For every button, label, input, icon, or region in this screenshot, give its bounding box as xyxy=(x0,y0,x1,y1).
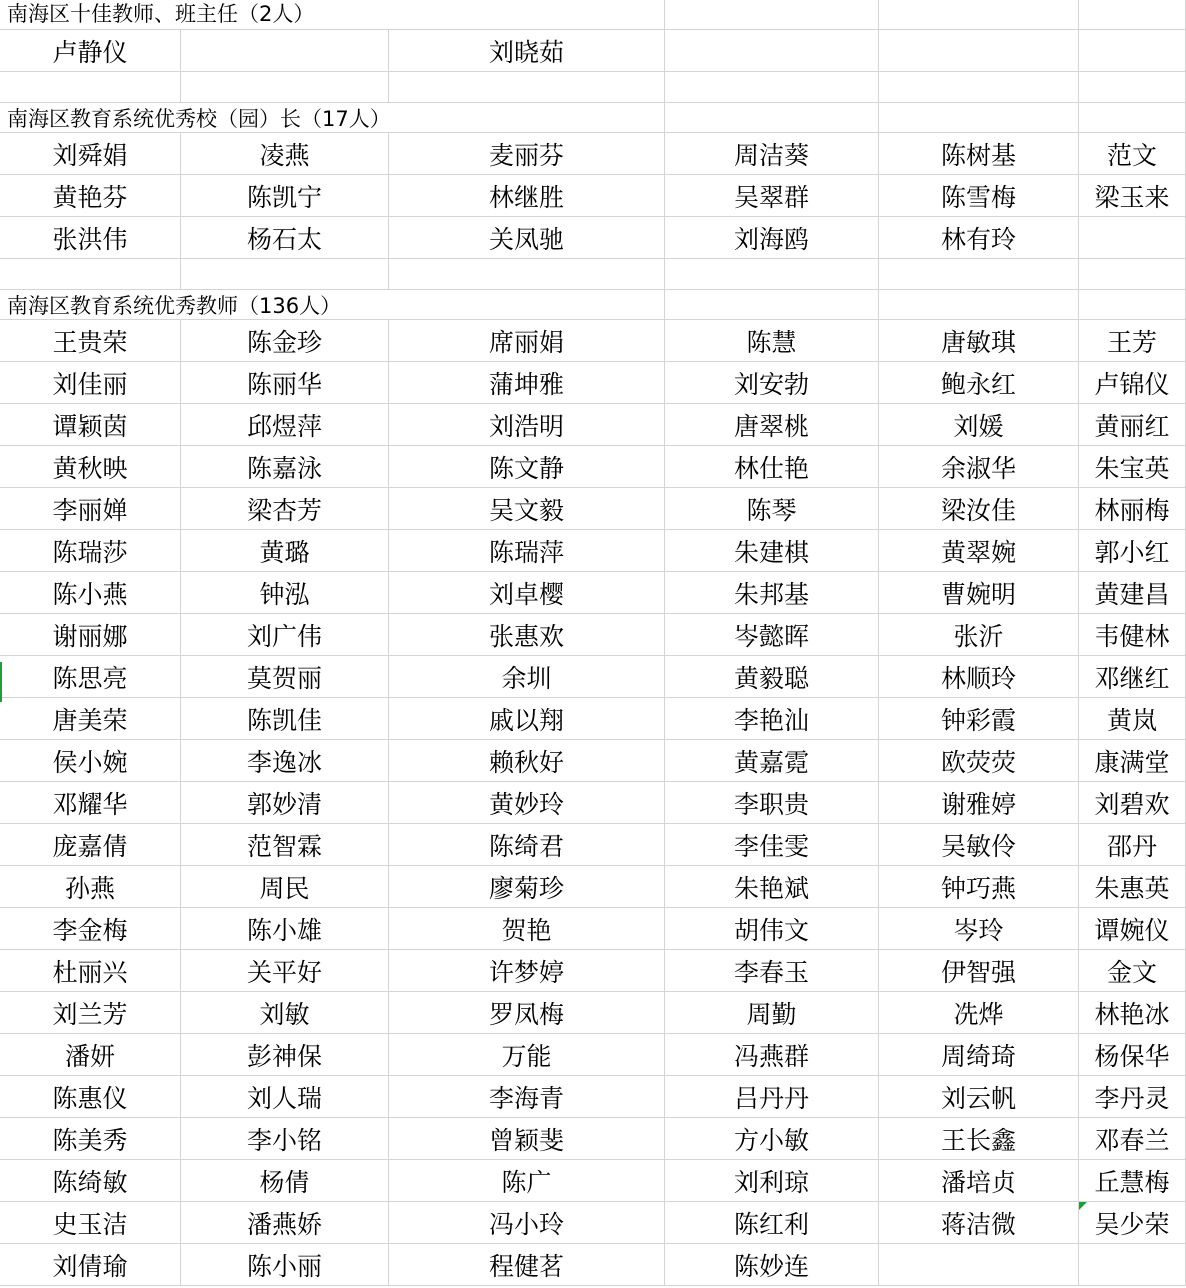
name-cell[interactable]: 陈绮君 xyxy=(389,824,665,866)
name-row[interactable] xyxy=(0,866,1186,908)
empty-cell[interactable] xyxy=(665,0,879,30)
name-cell[interactable]: 刘安勃 xyxy=(665,362,879,404)
name-cell[interactable] xyxy=(1079,30,1186,72)
name-cell[interactable]: 陈文静 xyxy=(389,446,665,488)
name-cell[interactable]: 唐美荣 xyxy=(0,698,181,740)
blank-row[interactable] xyxy=(0,72,1186,103)
name-cell[interactable]: 杨保华 xyxy=(1079,1034,1186,1076)
name-cell[interactable]: 李金梅 xyxy=(0,908,181,950)
name-cell[interactable]: 邱煜萍 xyxy=(181,404,389,446)
name-cell[interactable]: 刘舜娟 xyxy=(0,133,181,175)
name-cell[interactable]: 刘晓茹 xyxy=(389,30,665,72)
name-cell[interactable]: 王芳 xyxy=(1079,320,1186,362)
name-cell[interactable]: 曾颖斐 xyxy=(389,1118,665,1160)
name-cell[interactable]: 欧荧荧 xyxy=(879,740,1079,782)
name-cell[interactable]: 谭婉仪 xyxy=(1079,908,1186,950)
name-cell[interactable]: 陈丽华 xyxy=(181,362,389,404)
name-row[interactable] xyxy=(0,782,1186,824)
name-cell[interactable] xyxy=(1079,217,1186,259)
name-cell[interactable]: 陈瑞莎 xyxy=(0,530,181,572)
name-cell[interactable]: 吴少荣 xyxy=(1079,1202,1186,1244)
name-cell[interactable]: 罗凤梅 xyxy=(389,992,665,1034)
name-cell[interactable]: 陈广 xyxy=(389,1160,665,1202)
name-cell[interactable]: 庞嘉倩 xyxy=(0,824,181,866)
name-cell[interactable]: 张沂 xyxy=(879,614,1079,656)
name-cell[interactable]: 陈红利 xyxy=(665,1202,879,1244)
name-cell[interactable]: 李小铭 xyxy=(181,1118,389,1160)
name-cell[interactable]: 陈小燕 xyxy=(0,572,181,614)
name-cell[interactable]: 侯小婉 xyxy=(0,740,181,782)
name-cell[interactable]: 黄妙玲 xyxy=(389,782,665,824)
name-cell[interactable]: 金文 xyxy=(1079,950,1186,992)
name-cell[interactable]: 陈妙连 xyxy=(665,1244,879,1286)
blank-row[interactable] xyxy=(0,259,1186,290)
name-cell[interactable]: 邓耀华 xyxy=(0,782,181,824)
empty-cell[interactable] xyxy=(879,290,1079,320)
name-cell[interactable]: 李春玉 xyxy=(665,950,879,992)
empty-cell[interactable] xyxy=(879,259,1079,290)
name-cell[interactable]: 邵丹 xyxy=(1079,824,1186,866)
name-cell[interactable]: 刘兰芳 xyxy=(0,992,181,1034)
name-row[interactable] xyxy=(0,1118,1186,1160)
name-cell[interactable]: 周勤 xyxy=(665,992,879,1034)
row-indicator xyxy=(0,662,2,702)
name-cell[interactable]: 林继胜 xyxy=(389,175,665,217)
name-cell[interactable]: 伊智强 xyxy=(879,950,1079,992)
empty-cell[interactable] xyxy=(879,72,1079,103)
name-cell[interactable] xyxy=(1079,1244,1186,1286)
name-cell[interactable]: 刘敏 xyxy=(181,992,389,1034)
name-cell[interactable]: 黄岚 xyxy=(1079,698,1186,740)
name-row[interactable] xyxy=(0,572,1186,614)
empty-cell[interactable] xyxy=(0,72,181,103)
name-cell[interactable]: 韦健林 xyxy=(1079,614,1186,656)
name-cell[interactable]: 杨倩 xyxy=(181,1160,389,1202)
name-cell[interactable]: 刘浩明 xyxy=(389,404,665,446)
name-cell[interactable]: 王长鑫 xyxy=(879,1118,1079,1160)
name-cell[interactable]: 关凤驰 xyxy=(389,217,665,259)
name-row[interactable] xyxy=(0,488,1186,530)
section-title[interactable]: 南海区教育系统优秀教师（136人） xyxy=(0,290,665,320)
name-cell[interactable]: 胡伟文 xyxy=(665,908,879,950)
name-cell[interactable]: 贺艳 xyxy=(389,908,665,950)
name-cell[interactable]: 李职贵 xyxy=(665,782,879,824)
name-cell[interactable]: 谭颖茵 xyxy=(0,404,181,446)
name-cell[interactable]: 丘慧梅 xyxy=(1079,1160,1186,1202)
name-cell[interactable]: 赖秋好 xyxy=(389,740,665,782)
name-cell[interactable]: 莫贺丽 xyxy=(181,656,389,698)
name-cell[interactable]: 朱宝英 xyxy=(1079,446,1186,488)
name-cell[interactable]: 凌燕 xyxy=(181,133,389,175)
section-header-row[interactable] xyxy=(0,290,1186,320)
name-cell[interactable]: 范文 xyxy=(1079,133,1186,175)
name-cell[interactable]: 刘广伟 xyxy=(181,614,389,656)
name-cell[interactable]: 李佳雯 xyxy=(665,824,879,866)
empty-cell[interactable] xyxy=(1079,0,1186,30)
name-cell[interactable]: 邓继红 xyxy=(1079,656,1186,698)
name-row[interactable] xyxy=(0,1202,1186,1244)
name-cell[interactable]: 史玉洁 xyxy=(0,1202,181,1244)
empty-cell[interactable] xyxy=(181,259,389,290)
name-row[interactable] xyxy=(0,530,1186,572)
name-cell[interactable]: 朱惠英 xyxy=(1079,866,1186,908)
name-cell[interactable]: 陈金珍 xyxy=(181,320,389,362)
name-cell[interactable] xyxy=(879,30,1079,72)
section-header-row[interactable] xyxy=(0,0,1186,30)
name-cell[interactable] xyxy=(879,1244,1079,1286)
name-cell[interactable]: 蒋洁微 xyxy=(879,1202,1079,1244)
name-cell[interactable]: 岑玲 xyxy=(879,908,1079,950)
name-cell[interactable]: 卢静仪 xyxy=(0,30,181,72)
name-cell[interactable]: 梁玉来 xyxy=(1079,175,1186,217)
comment-indicator-icon xyxy=(1079,1202,1087,1210)
name-cell[interactable]: 郭妙清 xyxy=(181,782,389,824)
name-cell[interactable]: 吕丹丹 xyxy=(665,1076,879,1118)
name-row[interactable] xyxy=(0,1160,1186,1202)
name-cell[interactable]: 关平好 xyxy=(181,950,389,992)
empty-cell[interactable] xyxy=(0,259,181,290)
name-cell[interactable]: 黄毅聪 xyxy=(665,656,879,698)
name-cell[interactable]: 陈绮敏 xyxy=(0,1160,181,1202)
name-cell[interactable]: 麦丽芬 xyxy=(389,133,665,175)
section-title[interactable]: 南海区教育系统优秀校（园）长（17人） xyxy=(0,103,665,133)
name-cell[interactable]: 陈小丽 xyxy=(181,1244,389,1286)
name-cell[interactable]: 唐敏琪 xyxy=(879,320,1079,362)
name-row[interactable] xyxy=(0,1034,1186,1076)
name-cell[interactable]: 陈凯佳 xyxy=(181,698,389,740)
name-cell[interactable]: 冯小玲 xyxy=(389,1202,665,1244)
name-cell[interactable]: 岑懿晖 xyxy=(665,614,879,656)
name-cell[interactable]: 钟泓 xyxy=(181,572,389,614)
name-cell[interactable]: 朱建棋 xyxy=(665,530,879,572)
name-cell[interactable]: 刘利琼 xyxy=(665,1160,879,1202)
name-cell[interactable]: 刘佳丽 xyxy=(0,362,181,404)
name-cell[interactable]: 余淑华 xyxy=(879,446,1079,488)
empty-cell[interactable] xyxy=(1079,103,1186,133)
name-cell[interactable]: 吴文毅 xyxy=(389,488,665,530)
name-cell[interactable]: 康满堂 xyxy=(1079,740,1186,782)
name-cell[interactable]: 陈小雄 xyxy=(181,908,389,950)
name-cell[interactable]: 黄嘉霓 xyxy=(665,740,879,782)
name-row[interactable] xyxy=(0,698,1186,740)
empty-cell[interactable] xyxy=(389,72,665,103)
name-cell[interactable]: 陈惠仪 xyxy=(0,1076,181,1118)
name-row[interactable] xyxy=(0,320,1186,362)
name-row[interactable] xyxy=(0,175,1186,217)
name-row[interactable] xyxy=(0,1076,1186,1118)
name-cell[interactable]: 陈慧 xyxy=(665,320,879,362)
name-cell[interactable]: 刘海鸥 xyxy=(665,217,879,259)
name-cell[interactable]: 李艳汕 xyxy=(665,698,879,740)
name-cell[interactable]: 卢锦仪 xyxy=(1079,362,1186,404)
empty-cell[interactable] xyxy=(879,103,1079,133)
name-cell[interactable]: 刘倩瑜 xyxy=(0,1244,181,1286)
name-row[interactable] xyxy=(0,950,1186,992)
empty-cell[interactable] xyxy=(665,72,879,103)
name-row[interactable] xyxy=(0,824,1186,866)
name-row[interactable] xyxy=(0,217,1186,259)
name-cell[interactable]: 万能 xyxy=(389,1034,665,1076)
name-cell[interactable]: 吴翠群 xyxy=(665,175,879,217)
name-cell[interactable]: 潘培贞 xyxy=(879,1160,1079,1202)
name-cell[interactable]: 黄丽红 xyxy=(1079,404,1186,446)
name-cell[interactable]: 梁杏芳 xyxy=(181,488,389,530)
name-cell[interactable]: 方小敏 xyxy=(665,1118,879,1160)
name-cell[interactable]: 林有玲 xyxy=(879,217,1079,259)
name-cell[interactable]: 李海青 xyxy=(389,1076,665,1118)
section-title[interactable]: 南海区十佳教师、班主任（2人） xyxy=(0,0,665,30)
name-row[interactable] xyxy=(0,908,1186,950)
name-cell[interactable]: 范智霖 xyxy=(181,824,389,866)
name-row[interactable] xyxy=(0,992,1186,1034)
name-cell[interactable]: 朱邦基 xyxy=(665,572,879,614)
name-cell[interactable]: 陈雪梅 xyxy=(879,175,1079,217)
name-cell[interactable]: 陈琴 xyxy=(665,488,879,530)
name-cell[interactable]: 冼烨 xyxy=(879,992,1079,1034)
name-cell[interactable]: 王贵荣 xyxy=(0,320,181,362)
name-cell[interactable]: 陈嘉泳 xyxy=(181,446,389,488)
name-cell[interactable]: 刘卓樱 xyxy=(389,572,665,614)
name-cell[interactable]: 谢丽娜 xyxy=(0,614,181,656)
name-cell[interactable]: 陈凯宁 xyxy=(181,175,389,217)
name-cell[interactable]: 刘人瑞 xyxy=(181,1076,389,1118)
name-cell[interactable]: 戚以翔 xyxy=(389,698,665,740)
name-cell[interactable]: 朱艳斌 xyxy=(665,866,879,908)
name-cell[interactable]: 黄秋映 xyxy=(0,446,181,488)
empty-cell[interactable] xyxy=(389,259,665,290)
name-cell[interactable]: 周洁葵 xyxy=(665,133,879,175)
name-cell[interactable]: 林仕艳 xyxy=(665,446,879,488)
empty-cell[interactable] xyxy=(665,259,879,290)
name-cell[interactable]: 陈瑞萍 xyxy=(389,530,665,572)
name-cell[interactable]: 刘媛 xyxy=(879,404,1079,446)
name-cell[interactable]: 梁汝佳 xyxy=(879,488,1079,530)
name-cell[interactable]: 黄建昌 xyxy=(1079,572,1186,614)
name-cell[interactable]: 刘云帆 xyxy=(879,1076,1079,1118)
name-cell[interactable]: 杨石太 xyxy=(181,217,389,259)
name-cell[interactable]: 彭神保 xyxy=(181,1034,389,1076)
name-cell[interactable]: 许梦婷 xyxy=(389,950,665,992)
name-cell[interactable]: 黄璐 xyxy=(181,530,389,572)
empty-cell[interactable] xyxy=(181,72,389,103)
name-row[interactable] xyxy=(0,30,1186,72)
name-cell[interactable]: 郭小红 xyxy=(1079,530,1186,572)
name-cell[interactable]: 蒲坤雅 xyxy=(389,362,665,404)
empty-cell[interactable] xyxy=(879,0,1079,30)
name-cell[interactable]: 周民 xyxy=(181,866,389,908)
name-cell[interactable]: 张惠欢 xyxy=(389,614,665,656)
name-cell[interactable]: 陈美秀 xyxy=(0,1118,181,1160)
section-header-row[interactable] xyxy=(0,103,1186,133)
name-row[interactable] xyxy=(0,740,1186,782)
name-cell[interactable]: 曹婉明 xyxy=(879,572,1079,614)
name-cell[interactable]: 潘燕娇 xyxy=(181,1202,389,1244)
name-cell[interactable]: 李丽婵 xyxy=(0,488,181,530)
name-row[interactable] xyxy=(0,446,1186,488)
name-cell[interactable]: 唐翠桃 xyxy=(665,404,879,446)
name-cell[interactable]: 陈树基 xyxy=(879,133,1079,175)
name-cell[interactable]: 陈思亮 xyxy=(0,656,181,698)
name-cell[interactable]: 刘碧欢 xyxy=(1079,782,1186,824)
name-cell[interactable]: 李逸冰 xyxy=(181,740,389,782)
name-row[interactable] xyxy=(0,656,1186,698)
name-cell[interactable]: 张洪伟 xyxy=(0,217,181,259)
name-cell[interactable]: 杜丽兴 xyxy=(0,950,181,992)
name-cell[interactable]: 冯燕群 xyxy=(665,1034,879,1076)
name-cell[interactable]: 黄艳芬 xyxy=(0,175,181,217)
empty-cell[interactable] xyxy=(665,103,879,133)
name-row[interactable] xyxy=(0,614,1186,656)
name-cell[interactable]: 林顺玲 xyxy=(879,656,1079,698)
name-cell[interactable]: 林丽梅 xyxy=(1079,488,1186,530)
name-row[interactable] xyxy=(0,133,1186,175)
name-cell[interactable] xyxy=(665,30,879,72)
name-cell[interactable]: 程健茗 xyxy=(389,1244,665,1286)
name-cell[interactable]: 余圳 xyxy=(389,656,665,698)
name-cell[interactable]: 李丹灵 xyxy=(1079,1076,1186,1118)
name-row[interactable] xyxy=(0,404,1186,446)
name-cell[interactable]: 谢雅婷 xyxy=(879,782,1079,824)
name-cell[interactable]: 鲍永红 xyxy=(879,362,1079,404)
name-cell[interactable]: 廖菊珍 xyxy=(389,866,665,908)
empty-cell[interactable] xyxy=(665,290,879,320)
name-row[interactable] xyxy=(0,1244,1186,1286)
empty-cell[interactable] xyxy=(1079,72,1186,103)
name-cell[interactable]: 邓春兰 xyxy=(1079,1118,1186,1160)
empty-cell[interactable] xyxy=(1079,259,1186,290)
name-cell[interactable] xyxy=(181,30,389,72)
name-cell[interactable]: 吴敏伶 xyxy=(879,824,1079,866)
name-cell[interactable]: 林艳冰 xyxy=(1079,992,1186,1034)
name-cell[interactable]: 周绮琦 xyxy=(879,1034,1079,1076)
name-cell[interactable]: 潘妍 xyxy=(0,1034,181,1076)
name-cell[interactable]: 钟彩霞 xyxy=(879,698,1079,740)
name-cell[interactable]: 钟巧燕 xyxy=(879,866,1079,908)
empty-cell[interactable] xyxy=(1079,290,1186,320)
name-row[interactable] xyxy=(0,362,1186,404)
name-cell[interactable]: 孙燕 xyxy=(0,866,181,908)
name-cell[interactable]: 席丽娟 xyxy=(389,320,665,362)
name-cell[interactable]: 黄翠婉 xyxy=(879,530,1079,572)
